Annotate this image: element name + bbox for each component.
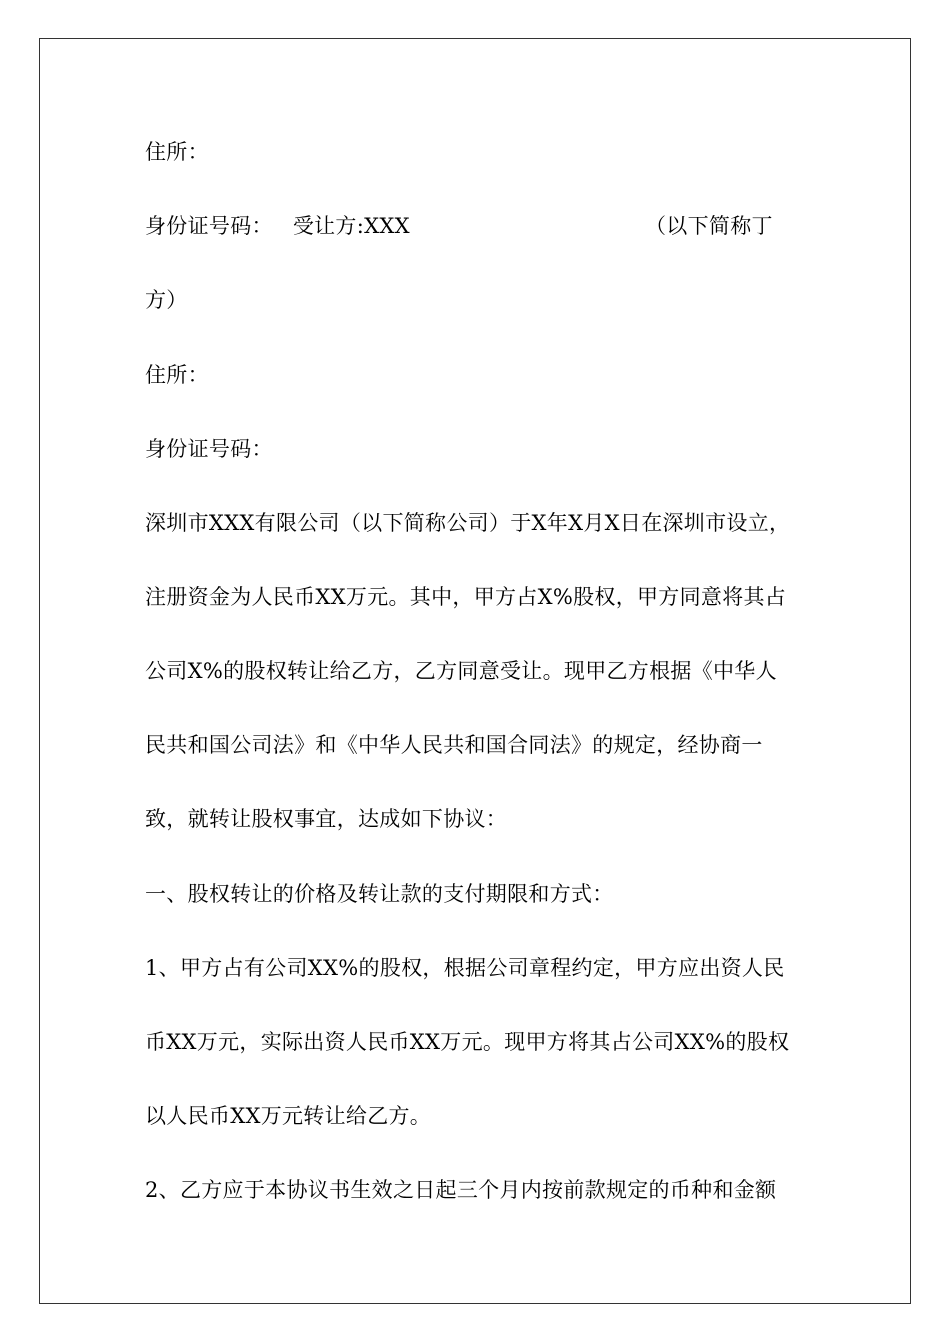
body-line-1: 深圳市XXX有限公司（以下简称公司）于X年X月X日在深圳市设立， bbox=[145, 511, 791, 535]
body-line-5: 致，就转让股权事宜，达成如下协议： bbox=[145, 807, 508, 831]
transferee-alias-part2: 方） bbox=[145, 288, 188, 312]
transferee-label: 受让方:XXX bbox=[292, 214, 410, 238]
id-number-label-2: 身份证号码： bbox=[145, 437, 273, 461]
clause-1-line-3: 以人民币XX万元转让给乙方。 bbox=[145, 1104, 432, 1128]
clause-1-line-2: 币XX万元，实际出资人民币XX万元。现甲方将其占公司XX%的股权 bbox=[145, 1030, 790, 1054]
body-line-2: 注册资金为人民币XX万元。其中，甲方占X%股权，甲方同意将其占 bbox=[145, 585, 787, 609]
transferee-alias-part1: （以下简称丁 bbox=[645, 214, 773, 238]
body-line-3: 公司X%的股权转让给乙方，乙方同意受让。现甲乙方根据《中华人 bbox=[145, 659, 777, 683]
clause-2-line-1: 2、乙方应于本协议书生效之日起三个月内按前款规定的币种和金额 bbox=[145, 1178, 777, 1202]
address-label-2: 住所： bbox=[145, 363, 209, 387]
section-heading-1: 一、股权转让的价格及转让款的支付期限和方式： bbox=[145, 882, 614, 906]
clause-1-line-1: 1、甲方占有公司XX%的股权，根据公司章程约定，甲方应出资人民 bbox=[145, 956, 785, 980]
id-number-row bbox=[145, 211, 410, 241]
body-line-4: 民共和国公司法》和《中华人民共和国合同法》的规定，经协商一 bbox=[145, 733, 763, 757]
id-number-label-1: 身份证号码： bbox=[145, 214, 273, 238]
address-label-1: 住所： bbox=[145, 140, 209, 164]
